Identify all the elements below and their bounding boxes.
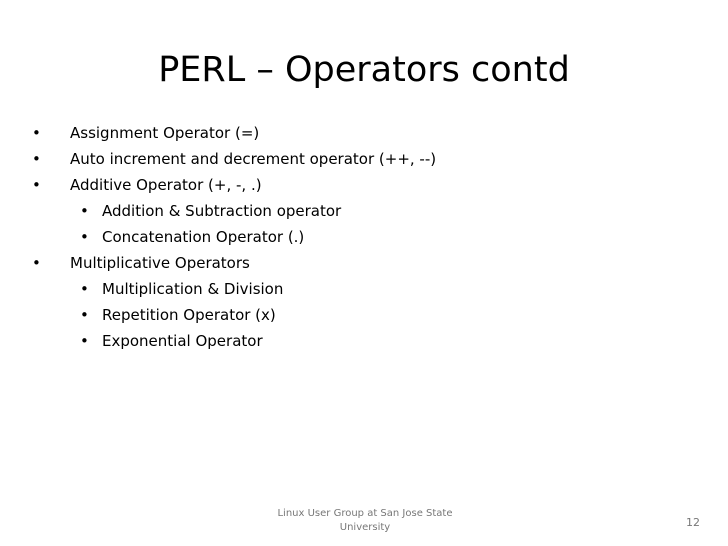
bullet-icon: • [80,202,89,220]
bullet-icon: • [32,254,41,272]
list-item-text: Auto increment and decrement operator (++, --) [70,150,437,168]
slide-title: PERL – Operators contd [158,50,570,90]
list-item-text: Multiplicative Operators [70,254,250,272]
list-item-text: Multiplication & Division [102,280,284,298]
list-item-text: Repetition Operator (x) [102,306,276,324]
bullet-icon: • [80,280,89,298]
list-item-text: Additive Operator (+, -, .) [70,176,262,194]
bullet-icon: • [32,150,41,168]
slide-footer: Linux User Group at San Jose State University [277,508,453,533]
bullet-icon: • [32,124,41,142]
bullet-icon: • [80,228,89,246]
list-item-text: Addition & Subtraction operator [102,202,342,220]
bullet-icon: • [80,332,89,350]
list-item-text: Concatenation Operator (.) [102,228,305,246]
list-item-text: Exponential Operator [102,332,263,350]
bullet-icon: • [32,176,41,194]
bullet-icon: • [80,306,89,324]
list-item-text: Assignment Operator (=) [70,124,260,142]
page-number: 12 [686,516,700,529]
